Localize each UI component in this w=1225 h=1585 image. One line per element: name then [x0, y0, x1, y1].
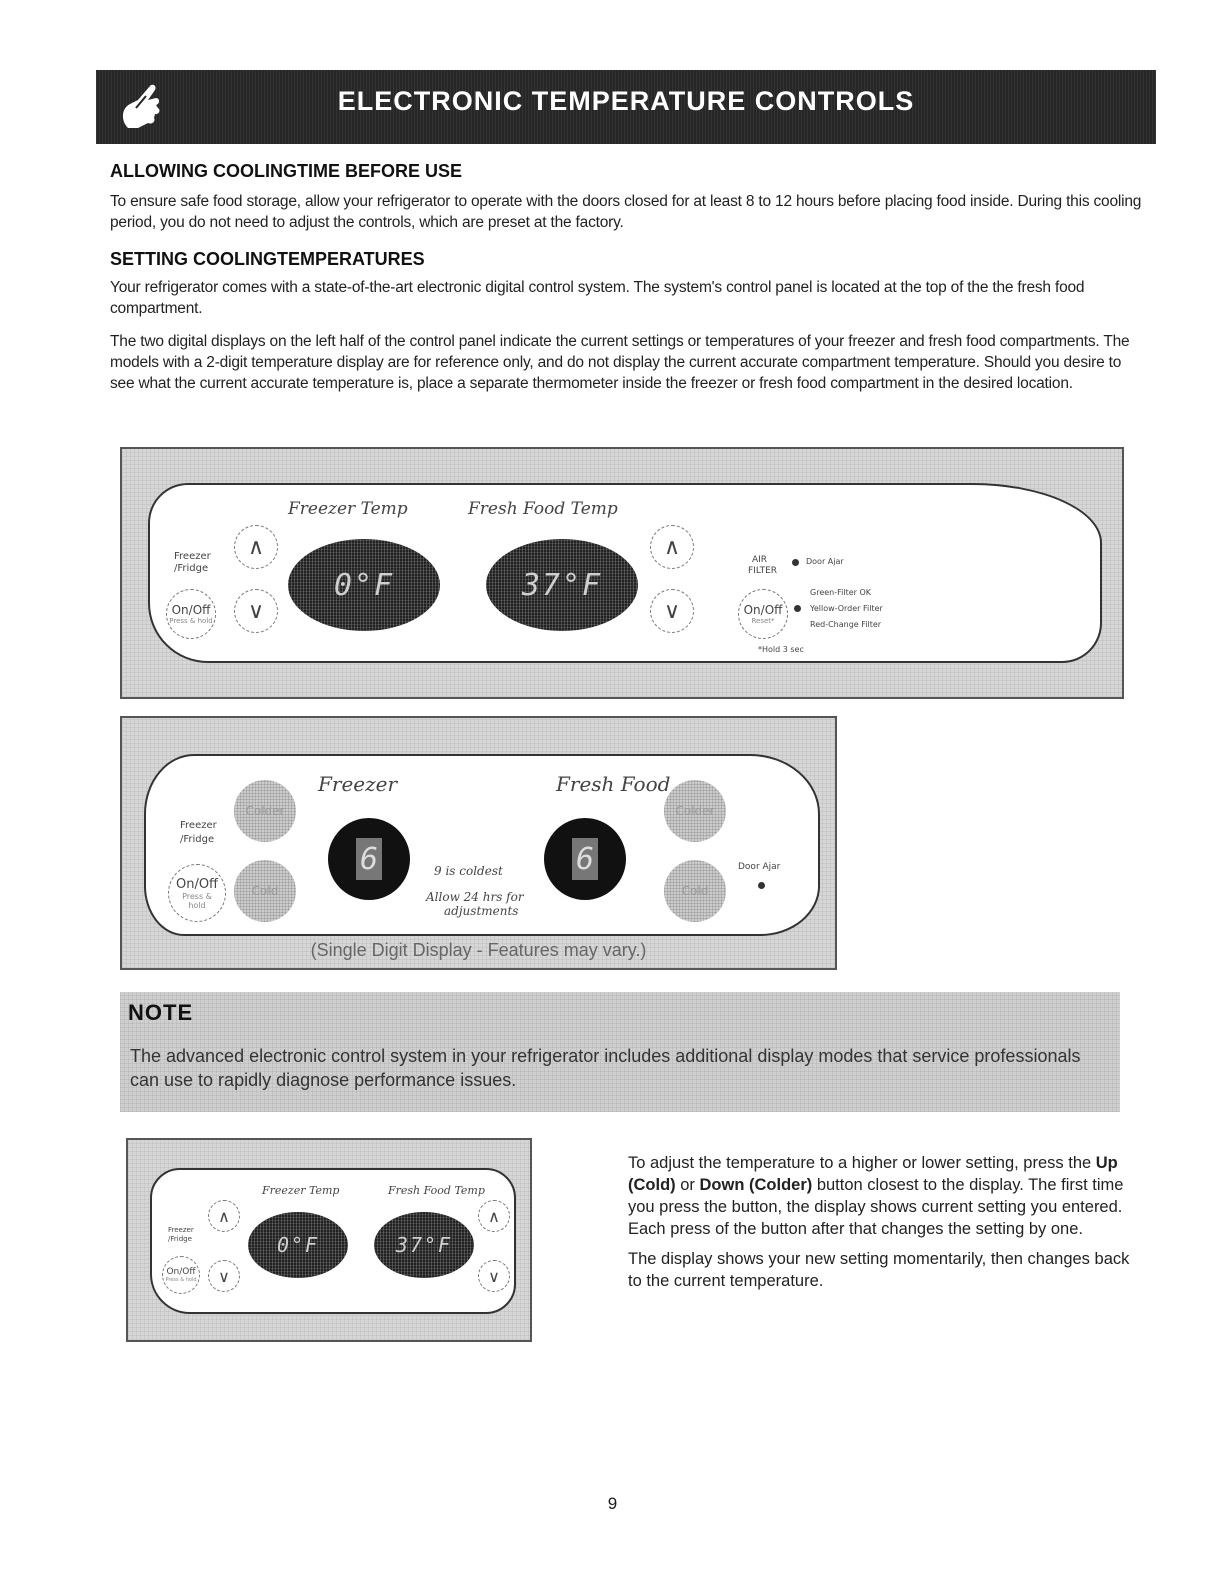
- section-text-setting-temps-1: Your refrigerator comes with a state-of-the-art electronic digital control system. The system's control panel is located at the top of the the fresh food compartment.: [110, 279, 1085, 317]
- control-panel-face: [144, 754, 820, 936]
- chevron-down-icon: ∨: [247, 598, 265, 624]
- fresh-food-cold-button[interactable]: [664, 860, 726, 922]
- section-heading-cooling-time: ALLOWING COOLINGTIME BEFORE USE: [110, 161, 462, 181]
- filter-on-off-label: On/Off: [743, 603, 783, 617]
- on-off-button[interactable]: [166, 589, 216, 639]
- on-off-sub-label: Press & hold: [165, 1277, 197, 1283]
- on-off-button[interactable]: [162, 1256, 200, 1294]
- on-off-sub-label-1: Press &: [182, 891, 212, 901]
- fresh-food-temp-label: Fresh Food Temp: [388, 1184, 485, 1197]
- reset-label: Reset*: [751, 617, 775, 625]
- freezer-display: [288, 539, 440, 631]
- freezer-colder-button[interactable]: [234, 780, 296, 842]
- fresh-food-down-button[interactable]: [478, 1260, 510, 1292]
- adjust-paragraph-1: [628, 1152, 1138, 1240]
- fresh-food-temp-label: Fresh Food Temp: [468, 499, 618, 519]
- door-ajar-indicator: [792, 559, 799, 566]
- adjust-text-b: or: [675, 1176, 700, 1194]
- fresh-food-cold-label: Cold: [681, 884, 709, 898]
- fresh-food-display-value: 37°F: [395, 1233, 453, 1257]
- filter-green-label: Green-Filter OK: [810, 588, 872, 597]
- freezer-up-button[interactable]: [234, 525, 278, 569]
- fresh-food-down-button[interactable]: [650, 589, 694, 633]
- on-off-label: On/Off: [166, 1267, 196, 1277]
- freezer-fridge-label-2: /Fridge: [180, 834, 215, 845]
- chevron-up-icon: ∧: [488, 1206, 500, 1226]
- freezer-colder-label: Colder: [245, 804, 285, 818]
- chevron-down-icon: ∨: [488, 1266, 500, 1286]
- filter-yellow-label: Yellow-Order Filter: [810, 604, 883, 613]
- down-colder-term: Down (Colder): [699, 1176, 813, 1194]
- coldest-note: 9 is coldest: [434, 864, 503, 878]
- door-ajar-label: Door Ajar: [806, 557, 844, 566]
- fresh-food-colder-label: Colder: [675, 804, 715, 818]
- fresh-food-digit-display: [544, 818, 626, 900]
- allow-note-2: adjustments: [444, 904, 519, 918]
- freezer-fridge-label-2: /Fridge: [168, 1235, 192, 1243]
- freezer-display-value: 0°F: [276, 1233, 320, 1257]
- fresh-food-display: [486, 539, 638, 631]
- on-off-button[interactable]: [168, 864, 226, 922]
- freezer-fridge-label-2: /Fridge: [174, 563, 209, 574]
- single-digit-caption: (Single Digit Display - Features may vary.): [310, 940, 647, 960]
- control-panel-single-digit: [120, 716, 837, 970]
- adjust-instructions: [628, 1152, 1138, 1292]
- freezer-digit-value: 6: [356, 838, 382, 880]
- filter-red-label: Red-Change Filter: [810, 620, 882, 629]
- chevron-down-icon: ∨: [663, 598, 681, 624]
- fresh-food-label: Fresh Food: [556, 772, 671, 796]
- freezer-down-button[interactable]: [208, 1260, 240, 1292]
- freezer-fridge-label-1: Freezer: [180, 820, 217, 831]
- freezer-fridge-label-1: Freezer: [174, 551, 211, 562]
- filter-status-indicator: [794, 605, 801, 612]
- section-text-setting-temps-2: The two digital displays on the left half of the control panel indicate the current settings or temperatures of your freezer and fresh food compartments. The models with a 2-digit temperature display are for reference only, and do not display the current accurate compartment temperature. Should you desire to see what the current accurate temperature is, place a separate thermometer inside the freezer or fresh food compartment in the desired location.: [110, 333, 1130, 392]
- note-title: NOTE: [128, 1000, 194, 1025]
- control-panel-2-digit: [120, 447, 1124, 699]
- control-panel-face: [150, 1168, 516, 1314]
- section-text-cooling-time: To ensure safe food storage, allow your refrigerator to operate with the doors closed for at least 8 to 12 hours before placing food inside. During this cooling period, you do not need to adjust the controls, which are preset at the factory.: [110, 193, 1142, 231]
- hold-note: *Hold 3 sec: [758, 645, 804, 654]
- up-cold-term: Up (Cold): [628, 1154, 1118, 1194]
- freezer-temp-label: Freezer Temp: [262, 1184, 340, 1197]
- freezer-temp-label: Freezer Temp: [288, 499, 408, 519]
- page-number: 9: [607, 1494, 618, 1513]
- on-off-sub-label: Press & hold: [169, 617, 213, 625]
- fresh-food-display: [374, 1212, 474, 1278]
- filter-reset-button[interactable]: [738, 589, 788, 639]
- section-heading-setting-temps: SETTING COOLINGTEMPERATURES: [110, 249, 425, 269]
- freezer-display-value: 0°F: [333, 567, 395, 603]
- freezer-digit-display: [328, 818, 410, 900]
- freezer-cold-button[interactable]: [234, 860, 296, 922]
- freezer-cold-label: Cold: [251, 884, 279, 898]
- air-filter-label-1: AIR: [752, 555, 768, 565]
- allow-note-1: Allow 24 hrs for: [426, 890, 524, 904]
- on-off-label: On/Off: [175, 876, 219, 892]
- door-ajar-indicator: [758, 882, 765, 889]
- note-box: [120, 992, 1120, 1112]
- fresh-food-display-value: 37°F: [521, 567, 603, 603]
- air-filter-label-2: FILTER: [748, 566, 778, 576]
- fresh-food-up-button[interactable]: [650, 525, 694, 569]
- fresh-food-up-button[interactable]: [478, 1200, 510, 1232]
- page-title: ELECTRONIC TEMPERATURE CONTROLS: [337, 86, 915, 116]
- chevron-up-icon: ∧: [663, 534, 681, 560]
- freezer-display: [248, 1212, 348, 1278]
- on-off-sub-label-2: hold: [188, 900, 206, 910]
- header-banner: [96, 70, 1156, 144]
- control-panel-small: [126, 1138, 532, 1342]
- chevron-up-icon: ∧: [247, 534, 265, 560]
- adjust-text-a: To adjust the temperature to a higher or lower setting, press the: [628, 1154, 1096, 1172]
- fresh-food-digit-value: 6: [572, 838, 598, 880]
- chevron-up-icon: ∧: [218, 1206, 230, 1226]
- fresh-food-colder-button[interactable]: [664, 780, 726, 842]
- freezer-up-button[interactable]: [208, 1200, 240, 1232]
- on-off-label: On/Off: [171, 603, 211, 617]
- note-text: The advanced electronic control system in your refrigerator includes additional display modes that service professionals can use to rapidly diagnose performance issues.: [130, 1046, 1081, 1090]
- freezer-label: Freezer: [318, 772, 398, 796]
- freezer-fridge-label-1: Freezer: [168, 1226, 194, 1234]
- chevron-down-icon: ∨: [218, 1266, 230, 1286]
- freezer-down-button[interactable]: [234, 589, 278, 633]
- control-panel-face: [148, 483, 1102, 663]
- adjust-text-c: button closest to the display. The first time you press the button, the display shows current setting you entered. Each press of the button after that changes the setting by one.: [628, 1176, 1124, 1238]
- door-ajar-label: Door Ajar: [738, 862, 781, 872]
- adjust-paragraph-2: The display shows your new setting momentarily, then changes back to the current temperature.: [628, 1250, 1130, 1290]
